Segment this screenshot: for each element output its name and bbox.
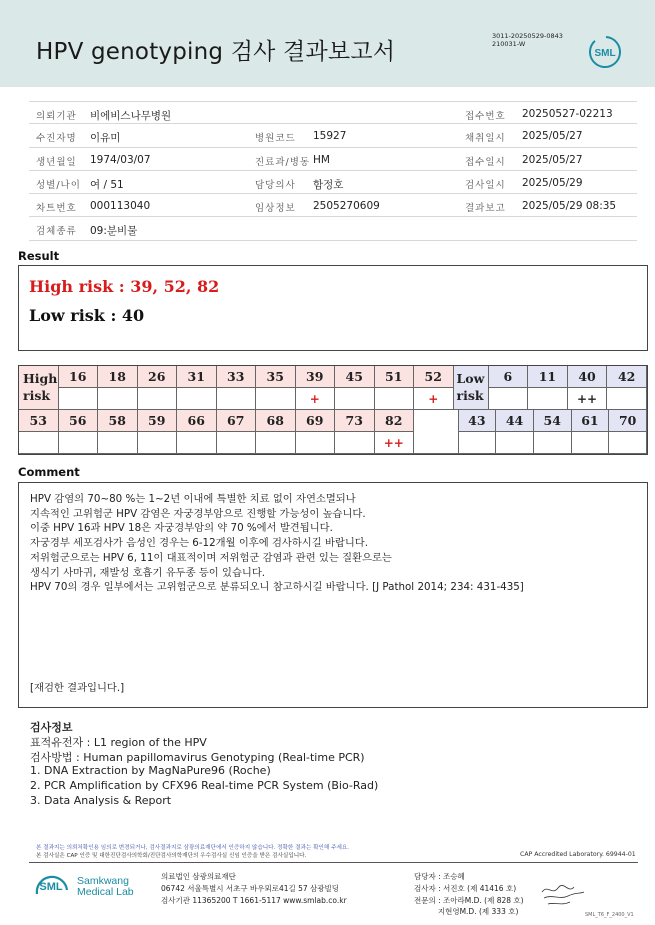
sml-logo-icon [589,36,621,68]
genotype-type-cell: 44 [496,410,534,432]
low-risk-label: Low [456,371,485,386]
genotype-type-cell: 82 [375,410,415,432]
genotype-type-cell: 61 [572,410,610,432]
org-name: 의료법인 삼광의료재단 [161,872,236,881]
form-code: SML_T6_F_2400_V1 [585,912,634,918]
target-gene: 표적유전자 : L1 region of the HPV [30,736,207,749]
logo-text: SML [594,48,616,59]
genotype-type-cell: 69 [296,410,336,432]
info-row [29,217,637,240]
genotype-type-cell: 73 [335,410,375,432]
info-label: 성별/나이 [36,179,81,191]
genotype-result-cell [534,432,572,454]
info-label: 검사일시 [465,179,506,191]
test-method: 검사방법 : Human papillomavirus Genotyping (Real-time PCR) [30,751,365,764]
genotype-result-cell [217,388,257,410]
comment-line: 이중 HPV 16과 HPV 18은 자궁경부암의 약 70 %에서 발견됩니다. [30,522,333,535]
comment-line: 지속적인 고위험군 HPV 감염은 자궁경부암으로 진행할 가능성이 높습니다. [30,507,366,520]
genotype-result-cell [256,432,296,454]
staff-line: 검사자 : 서진호 (제 41416 호) [414,884,517,893]
genotype-type-cell: 18 [98,366,138,388]
org-contact: 검사기관 11365200 T 1661-5117 www.smlab.co.kr [161,896,347,905]
info-label: 채취일시 [465,133,506,145]
footer-divider [29,862,638,863]
staff-line: 전문의 : 조아라M.D. (제 828 호) [414,896,524,905]
genotype-result-cell [335,388,375,410]
genotype-type-cell: 52 [414,366,454,388]
signature-icon [538,882,588,908]
comment-line: 자궁경부 세포검사가 음성인 경우는 6-12개월 이후에 검사하시길 바랍니다. [30,537,369,550]
info-value: 1974/03/07 [90,153,151,166]
info-value: 이유미 [90,132,121,145]
genotype-type-cell: 26 [138,366,178,388]
genotype-type-cell: 53 [19,410,59,432]
genotype-type-cell: 40 [568,366,608,388]
info-value: 비에비스나무병원 [90,110,172,122]
info-label: 의뢰기관 [36,111,77,122]
genotype-type-cell: 68 [256,410,296,432]
genotype-type-cell: 31 [177,366,217,388]
genotype-type-cell: 33 [217,366,257,388]
genotype-result-cell [335,432,375,454]
result-heading: Result [18,249,60,263]
test-info-heading: 검사정보 [30,721,73,734]
document-code-line: 3011-20250529-0843 [492,32,563,40]
brand-line: Samkwang [77,875,129,887]
brand-name [77,876,134,898]
genotype-type-cell: 11 [528,366,568,388]
staff-line: 담당자 : 조승혜 [414,872,465,881]
genotype-type-cell: 16 [59,366,99,388]
genotype-result-cell [19,432,59,454]
brand-line: Medical Lab [77,886,134,898]
test-step: 1. DNA Extraction by MagNaPure96 (Roche) [30,764,271,777]
cap-accreditation: CAP Accredited Laboratory. 69944-01 [520,851,636,858]
comment-line: 생식기 사마귀, 재발성 호흡기 유두종 등이 있습니다. [30,566,266,579]
genotype-result-cell: ++ [568,388,608,410]
patient-info-table [29,101,637,241]
footer-notice: 본 결과지는 의뢰처확인용 임의로 변경되거나, 검사결과지로 삼광의료재단에서 인증하지 않습니다. 정확한 결과는 확인해 주세요. [36,845,350,851]
info-value: 2025/05/29 08:35 [522,200,617,213]
empty-cell [414,410,459,454]
high-risk-label: risk [23,388,51,403]
genotype-grid [18,365,648,455]
info-label: 담당의사 [255,179,296,191]
genotype-result-cell [459,432,497,454]
info-label: 생년월일 [36,156,77,168]
footer-accreditation: 본 검사실은 CAP 인증 및 대한진단검사의학회/진단검사의학재단의 우수검사실 신임 인증을 받은 검사실입니다. [36,853,307,859]
info-value: 09:분비물 [90,225,138,238]
genotype-result-cell [496,432,534,454]
report-header-band [0,0,655,87]
genotype-type-cell: 70 [609,410,647,432]
high-risk-label: High [23,371,58,386]
info-value: 2025/05/27 [522,130,583,143]
document-code-line: 210031-W [492,40,526,48]
info-label: 차트번호 [36,203,77,215]
staff-line: 지현영M.D. (제 333 호) [414,907,519,916]
genotype-result-cell [572,432,610,454]
report-title: HPV genotyping 검사 결과보고서 [36,39,396,65]
info-label: 수진자명 [36,133,77,145]
comment-line: HPV 70의 경우 일부에서는 고위험군으로 분류되오니 참고하시길 바랍니다. [J Pathol 2014; 234: 431-435] [30,581,524,594]
info-value: 2025/05/29 [522,176,583,189]
genotype-type-cell: 56 [59,410,99,432]
genotype-result-cell [98,388,138,410]
genotype-result-cell [59,388,99,410]
info-row [29,101,637,124]
logo-text: SML [39,881,63,893]
genotype-type-cell: 39 [296,366,336,388]
low-risk-label: risk [456,388,484,403]
genotype-type-cell: 43 [459,410,497,432]
info-value: 2025/05/27 [522,153,583,166]
genotype-result-cell [528,388,568,410]
result-box [18,265,648,351]
info-label: 임상정보 [255,203,296,215]
info-label: 진료과/병동 [255,156,311,168]
genotype-result-cell [609,432,647,454]
genotype-type-cell: 45 [335,366,375,388]
genotype-type-cell: 35 [256,366,296,388]
genotype-result-cell [607,388,647,410]
info-label: 접수일시 [465,156,506,168]
document-code [492,32,563,48]
info-label: 검체종류 [36,226,77,238]
genotype-result-cell [177,432,217,454]
info-row [29,194,637,217]
test-step: 2. PCR Amplification by CFX96 Real-time PCR System (Bio-Rad) [30,779,379,792]
comment-line: HPV 감염의 70~80 %는 1~2년 이내에 특별한 치료 없이 자연소멸되나 [30,493,356,505]
info-row [29,148,637,171]
genotype-result-cell [138,388,178,410]
genotype-type-cell: 6 [489,366,529,388]
genotype-result-cell: ++ [375,432,415,454]
genotype-result-cell [375,388,415,410]
genotype-result-cell: + [296,388,336,410]
comment-line: 저위험군으로는 HPV 6, 11이 대표적이며 저위험군 감염과 관련 있는 질환으로는 [30,551,392,564]
info-label: 병원코드 [255,133,296,145]
info-label: 접수번호 [465,111,506,122]
genotype-result-cell: + [414,388,454,410]
org-address: 06742 서울특별시 서초구 바우뫼로41길 57 삼광빌딩 [161,884,340,893]
genotype-type-cell: 54 [534,410,572,432]
genotype-type-cell: 42 [607,366,647,388]
info-value: HM [313,153,330,166]
genotype-result-cell [98,432,138,454]
genotype-type-cell: 51 [375,366,415,388]
genotype-result-cell [138,432,178,454]
genotype-result-cell [217,432,257,454]
low-risk-summary: Low risk : 40 [29,306,145,325]
info-value: 000113040 [90,200,151,213]
genotype-type-cell: 58 [98,410,138,432]
genotype-result-cell [177,388,217,410]
info-value: 함정호 [313,178,344,191]
comment-heading: Comment [18,465,80,479]
info-value: 여 / 51 [90,178,124,191]
genotype-result-cell [256,388,296,410]
genotype-result-cell [59,432,99,454]
test-step: 3. Data Analysis & Report [30,794,172,807]
info-value: 20250527-02213 [522,108,613,120]
genotype-result-cell [489,388,529,410]
samkwang-logo-icon [33,870,73,900]
genotype-type-cell: 67 [217,410,257,432]
info-row [29,171,637,194]
info-value: 15927 [313,130,347,143]
comment-box [18,482,648,708]
high-risk-summary: High risk : 39, 52, 82 [29,277,220,296]
recheck-note: [재검한 결과입니다.] [30,682,125,694]
genotype-type-cell: 59 [138,410,178,432]
genotype-type-cell: 66 [177,410,217,432]
info-value: 2505270609 [313,200,380,213]
genotype-result-cell [296,432,336,454]
info-label: 결과보고 [465,203,506,215]
info-row [29,124,637,147]
